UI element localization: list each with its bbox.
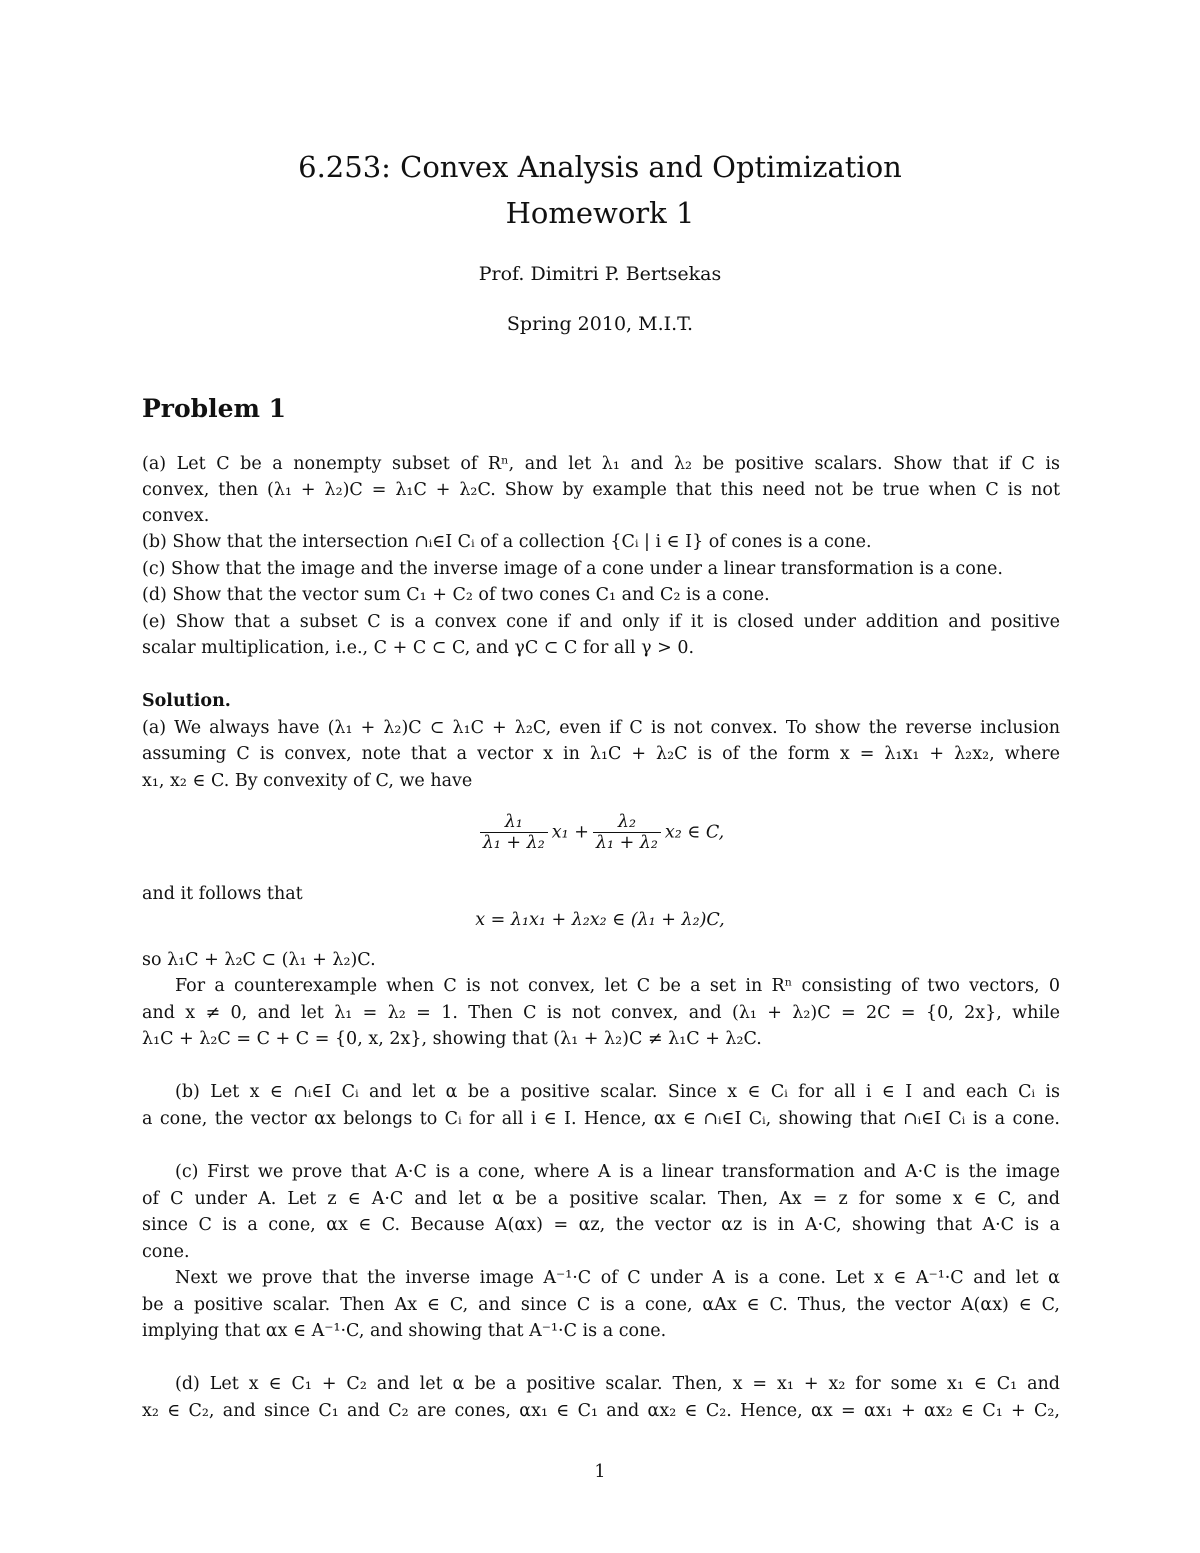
solution-line: and it follows that [142, 884, 303, 904]
solution-line: (c) First we prove that A·C is a cone, where A is a linear transformation and A·C is the image [175, 1162, 1060, 1182]
document-title: 6.253: Convex Analysis and Optimization [298, 150, 902, 184]
author-line: Prof. Dimitri P. Bertsekas [478, 263, 722, 285]
equation-convex-combination [0, 812, 1200, 853]
fraction [593, 812, 661, 853]
solution-line: since C is a cone, αx ∈ C. Because A(αx) = αz, the vector αz is in A·C, showing that A·C is a [142, 1215, 1060, 1235]
solution-line: x₁, x₂ ∈ C. By convexity of C, we have [142, 771, 473, 791]
fraction-denominator: λ₁ + λ₂ [593, 832, 661, 853]
solution-line: cone. [142, 1242, 190, 1262]
problem-statement-line: (d) Show that the vector sum C₁ + C₂ of two cones C₁ and C₂ is a cone. [142, 585, 770, 605]
solution-line: (d) Let x ∈ C₁ + C₂ and let α be a positive scalar. Then, x = x₁ + x₂ for some x₁ ∈ C₁ and [175, 1374, 1060, 1394]
solution-line: so λ₁C + λ₂C ⊂ (λ₁ + λ₂)C. [142, 950, 376, 970]
fraction-denominator: λ₁ + λ₂ [480, 832, 548, 853]
solution-label: Solution. [142, 691, 231, 711]
problem-statement-line: (e) Show that a subset C is a convex cone if and only if it is closed under addition and positive [142, 612, 1060, 632]
solution-line: of C under A. Let z ∈ A·C and let α be a positive scalar. Then, Ax = z for some x ∈ C, and [142, 1189, 1060, 1209]
fraction-numerator: λ₁ [504, 812, 523, 832]
page-number: 1 [594, 1462, 606, 1482]
solution-line: λ₁C + λ₂C = C + C = {0, x, 2x}, showing that (λ₁ + λ₂)C ≠ λ₁C + λ₂C. [142, 1029, 762, 1049]
solution-line: and x ≠ 0, and let λ₁ = λ₂ = 1. Then C is not convex, and (λ₁ + λ₂)C = 2C = {0, 2x}, while [142, 1003, 1060, 1023]
problem-statement-line: convex. [142, 506, 210, 526]
fraction [480, 812, 548, 853]
solution-line: be a positive scalar. Then Ax ∈ C, and since C is a cone, αAx ∈ C. Thus, the vector A(αx) ∈ C, [142, 1295, 1060, 1315]
document-subtitle: Homework 1 [505, 196, 695, 230]
solution-line: (a) We always have (λ₁ + λ₂)C ⊂ λ₁C + λ₂C, even if C is not convex. To show the reverse inclusion [142, 718, 1060, 738]
problem-statement-line: convex, then (λ₁ + λ₂)C = λ₁C + λ₂C. Show by example that this need not be true when C is not [142, 480, 1060, 500]
solution-line: Next we prove that the inverse image A⁻¹·C of C under A is a cone. Let x ∈ A⁻¹·C and let α [175, 1268, 1060, 1288]
term-line: Spring 2010, M.I.T. [506, 313, 694, 335]
solution-line: (b) Let x ∈ ∩ᵢ∈I Cᵢ and let α be a positive scalar. Since x ∈ Cᵢ for all i ∈ I and each Cᵢ is [175, 1082, 1060, 1102]
solution-line: x₂ ∈ C₂, and since C₁ and C₂ are cones, αx₁ ∈ C₁ and αx₂ ∈ C₂. Hence, αx = αx₁ + αx₂ ∈ C₁ + C₂, [142, 1401, 1060, 1421]
problem-statement-line: (c) Show that the image and the inverse image of a cone under a linear transformation is a cone. [142, 559, 1003, 579]
equation-term: x₂ ∈ C, [664, 822, 725, 843]
solution-line: implying that αx ∈ A⁻¹·C, and showing that A⁻¹·C is a cone. [142, 1321, 667, 1341]
solution-line: assuming C is convex, note that a vector x in λ₁C + λ₂C is of the form x = λ₁x₁ + λ₂x₂, where [142, 744, 1060, 764]
problem-statement-line: scalar multiplication, i.e., C + C ⊂ C, and γC ⊂ C for all γ > 0. [142, 638, 695, 658]
problem-heading: Problem 1 [142, 394, 287, 423]
solution-line: a cone, the vector αx belongs to Cᵢ for all i ∈ I. Hence, αx ∈ ∩ᵢ∈I Cᵢ, showing that ∩ᵢ∈I Cᵢ is a cone. [142, 1109, 1060, 1129]
problem-statement-line: (b) Show that the intersection ∩ᵢ∈I Cᵢ of a collection {Cᵢ | i ∈ I} of cones is a cone. [142, 532, 872, 552]
fraction-numerator: λ₂ [617, 812, 636, 832]
problem-statement-line: (a) Let C be a nonempty subset of Rⁿ, and let λ₁ and λ₂ be positive scalars. Show that if C is [142, 454, 1060, 474]
equation-term: x₁ + [551, 822, 589, 843]
equation-sum: x = λ₁x₁ + λ₂x₂ ∈ (λ₁ + λ₂)C, [475, 910, 725, 930]
solution-line: For a counterexample when C is not convex, let C be a set in Rⁿ consisting of two vectors, 0 [175, 976, 1060, 996]
